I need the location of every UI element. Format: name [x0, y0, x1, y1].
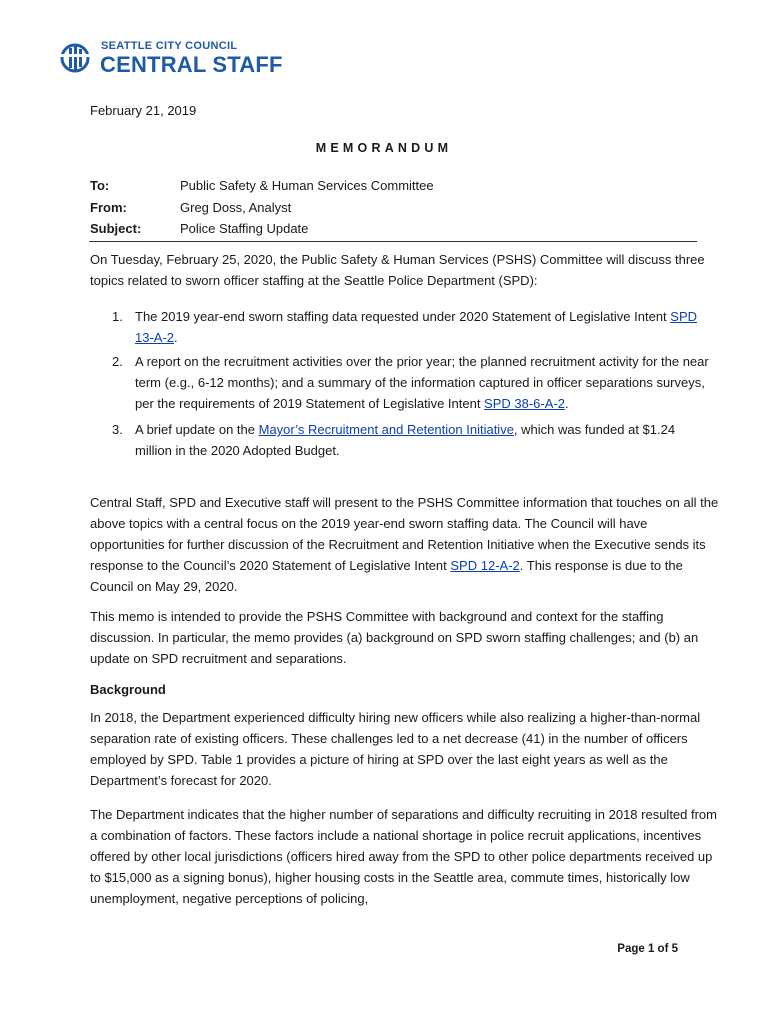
memo-purpose-paragraph: This memo is intended to provide the PSHS Committee with background and context for the staffing discussion. In particular, the memo provides (a) background on SPD sworn staffing challenges; and (b) an update on SPD recruitment and separations.	[90, 609, 699, 666]
link-spd-12-a-2[interactable]: SPD 12-A-2	[450, 558, 520, 573]
from-label: From:	[90, 200, 127, 215]
page-number: Page 1 of 5	[617, 943, 678, 955]
to-value: Public Safety & Human Services Committee	[180, 178, 434, 193]
paragraph-text-end: . This response is due to the Council on May 29, 2020.	[90, 558, 683, 594]
list-item	[90, 419, 710, 461]
link-spd-13-a-2[interactable]: SPD 13-A-2	[135, 309, 698, 345]
header-divider	[89, 241, 697, 242]
memo-title: MEMORANDUM	[315, 141, 453, 155]
list-item-number: 3.	[112, 422, 123, 437]
separations-paragraph: The Department indicates that the higher number of separations and difficulty recruiting in 2018 resulted from a combination of factors. These factors include a national shortage in police recruit applications, incentives offered by other local jurisdictions (officers hired away from the SPD to other police departments received up to $15,000 as a signing bonus), higher housing costs in the Seattle area, commute times, historically low unemployment, negative perceptions of policing,	[90, 807, 717, 906]
list-item-number: 2.	[112, 354, 123, 369]
to-label: To:	[90, 178, 110, 193]
list-item-text: The 2019 year-end sworn staffing data requested under 2020 Statement of Legislative Intent	[135, 309, 671, 324]
topics-list	[90, 306, 710, 461]
background-paragraph: In 2018, the Department experienced difficulty hiring new officers while also realizing a higher-than-normal separation rate of existing officers. These challenges led to a net decrease (41) in the number of officers employed by SPD. Table 1 provides a picture of hiring at SPD over the last eight years as well as the Department’s forecast for 2020.	[90, 710, 701, 788]
list-item-number: 1.	[112, 309, 123, 324]
paragraph-text: Central Staff, SPD and Executive staff will present to the PSHS Committee information that touches on all the above topics with a central focus on the 2019 year-end sworn staffing data. The Council will have opportunities for further discussion of the Recruitment and Retention Initiative when the Executive sends its response to the Council’s 2020 Statement of Legislative Intent	[90, 495, 719, 573]
subject-value: Police Staffing Update	[180, 221, 309, 236]
list-item-text-end: , which was funded at $1.24 million in the 2020 Adopted Budget.	[135, 422, 676, 458]
list-item	[90, 306, 710, 348]
from-value: Greg Doss, Analyst	[180, 200, 292, 215]
background-heading: Background	[90, 682, 166, 697]
list-item-text: A brief update on the	[135, 422, 259, 437]
list-item-text: A report on the recruitment activities over the prior year; the planned recruitment activity for the near term (e.g., 6-12 months); and a summary of the information captured in officer separations surveys, per the requirements of 2019 Statement of Legislative Intent	[135, 354, 709, 411]
link-spd-38-6-a-2[interactable]: SPD 38-6-A-2	[484, 396, 565, 411]
list-item	[90, 351, 710, 414]
intro-paragraph: On Tuesday, February 25, 2020, the Public Safety & Human Services (PSHS) Committee will discuss three topics related to sworn officer staffing at the Seattle Police Department (SPD):	[90, 252, 705, 288]
logo-main-text: CENTRAL STAFF	[100, 52, 283, 77]
seattle-city-logo-icon	[60, 40, 92, 76]
link-recruitment-retention-initiative[interactable]: Mayor’s Recruitment and Retention Initiative	[258, 422, 514, 437]
logo-top-text: SEATTLE CITY COUNCIL	[101, 40, 238, 52]
subject-label: Subject:	[90, 221, 142, 236]
central-staff-logo	[60, 40, 283, 80]
memo-date: February 21, 2019	[90, 103, 197, 118]
staff-presentation-paragraph	[90, 492, 722, 597]
list-item-text-end: .	[174, 330, 178, 345]
list-item-text-end: .	[564, 396, 569, 411]
